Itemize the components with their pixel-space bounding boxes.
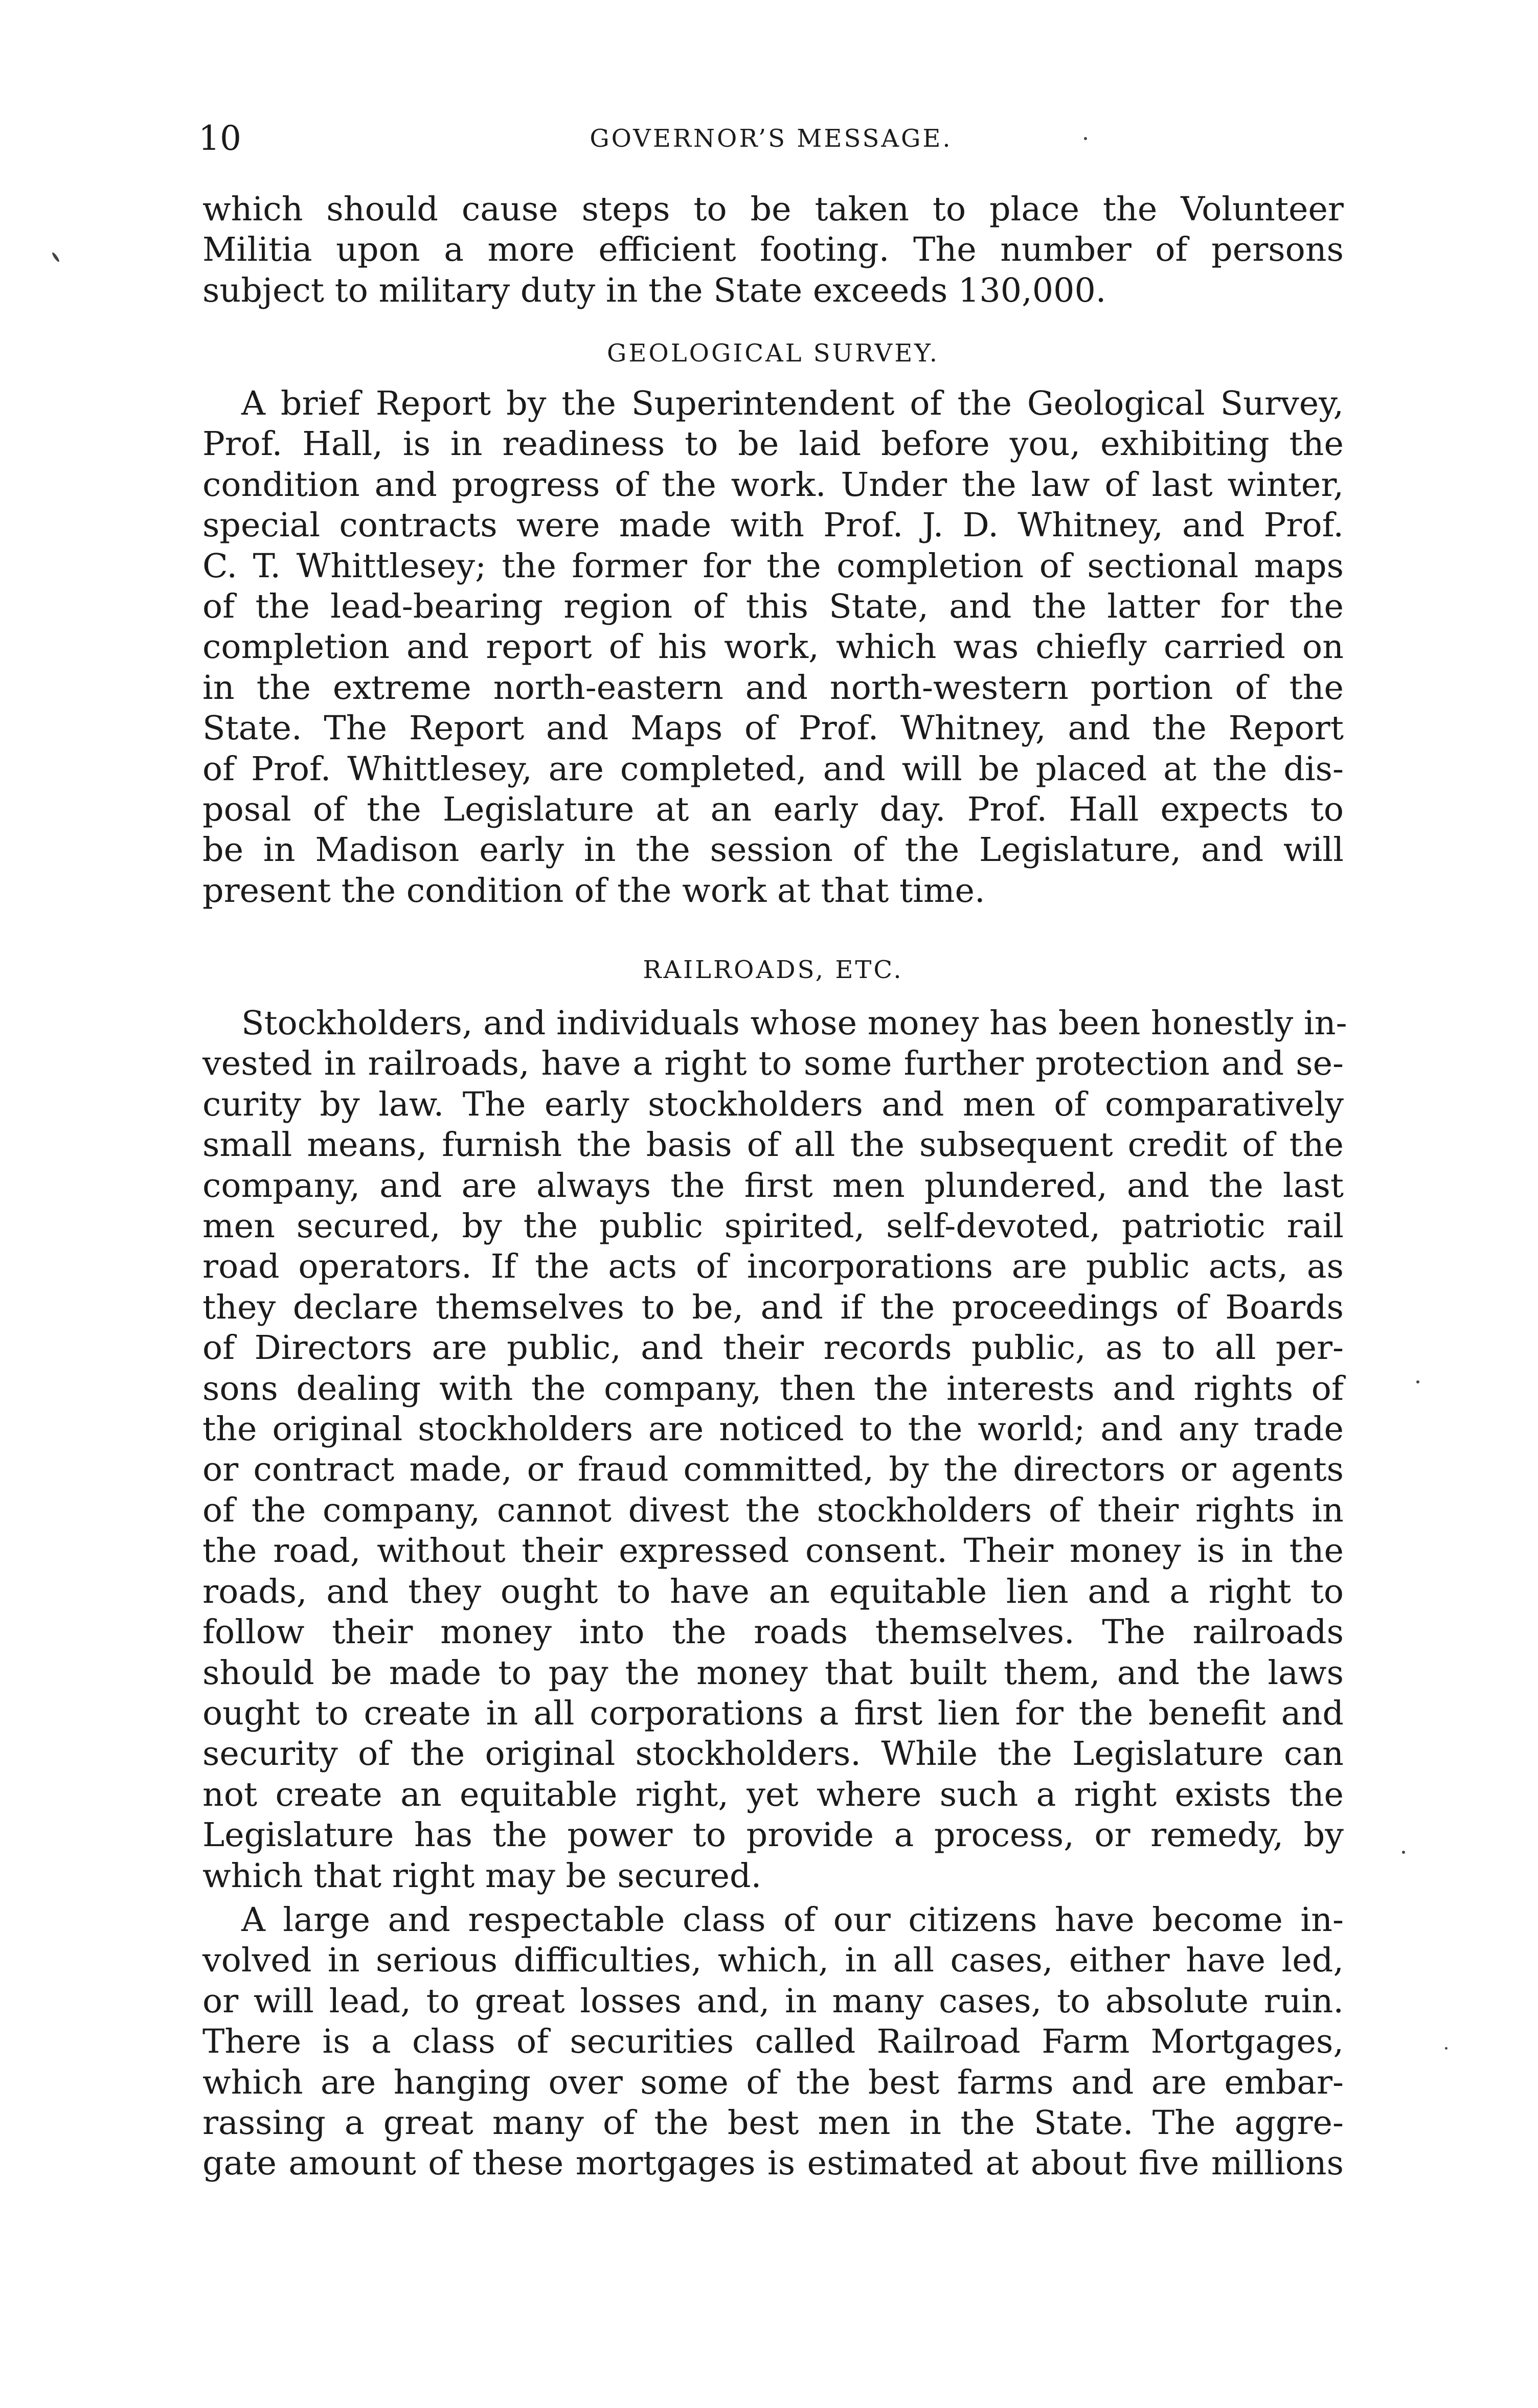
- text-line: subject to military duty in the State exceeds 130,000.: [202, 271, 1106, 310]
- text-line: men secured, by the public spirited, self-devoted, patriotic rail: [202, 1207, 1344, 1246]
- text-line: of Directors are public, and their records public, as to all per-: [202, 1329, 1344, 1368]
- section-heading-railroads: RAILROADS, ETC.: [643, 956, 903, 984]
- running-head: [198, 116, 1344, 162]
- text-line: or contract made, or fraud committed, by the directors or agents: [202, 1450, 1344, 1489]
- text-line: State. The Report and Maps of Prof. Whitney, and the Report: [202, 709, 1344, 748]
- text-line: Stockholders, and individuals whose money has been honestly in-: [241, 1004, 1347, 1042]
- text-line: condition and progress of the work. Under the law of last winter,: [202, 465, 1344, 504]
- railroads-paragraph-2: [202, 1900, 1344, 2184]
- section-heading-geological-survey: GEOLOGICAL SURVEY.: [606, 339, 939, 368]
- text-line: completion and report of his work, which was chiefly carried on: [202, 628, 1344, 667]
- text-line: company, and are always the first men plundered, and the last: [202, 1166, 1344, 1205]
- text-line: the road, without their expressed consent. Their money is in the: [202, 1532, 1344, 1571]
- scan-speck: [1416, 1380, 1419, 1383]
- page-number: 10: [198, 119, 241, 158]
- text-line: should be made to pay the money that built them, and the laws: [202, 1653, 1344, 1692]
- text-line: of the lead-bearing region of this State, and the latter for the: [202, 587, 1344, 626]
- text-line: vested in railroads, have a right to some further protection and se-: [202, 1044, 1344, 1083]
- text-line: posal of the Legislature at an early day. Prof. Hall expects to: [202, 790, 1344, 829]
- text-line: which that right may be secured.: [202, 1856, 762, 1895]
- scan-speck: [1402, 1851, 1405, 1854]
- text-line: which are hanging over some of the best farms and are embar-: [202, 2063, 1344, 2102]
- text-line: present the condition of the work at that time.: [202, 871, 985, 910]
- text-line: small means, furnish the basis of all the subsequent credit of the: [202, 1126, 1344, 1165]
- text-line: of the company, cannot divest the stockholders of their rights in: [202, 1491, 1344, 1530]
- text-line: follow their money into the roads themselves. The railroads: [202, 1613, 1344, 1652]
- text-line: roads, and they ought to have an equitable lien and a right to: [202, 1572, 1344, 1611]
- text-line: C. T. Whittlesey; the former for the completion of sectional maps: [202, 547, 1344, 585]
- text-line: A brief Report by the Superintendent of the Geological Survey,: [241, 384, 1344, 423]
- text-line: Militia upon a more efficient footing. The number of persons: [202, 231, 1344, 269]
- text-line: curity by law. The early stockholders and men of comparatively: [202, 1085, 1344, 1124]
- text-line: which should cause steps to be taken to place the Volunteer: [202, 190, 1344, 229]
- text-line: rassing a great many of the best men in the State. The aggre-: [202, 2104, 1344, 2143]
- text-line: Prof. Hall, is in readiness to be laid before you, exhibiting the: [202, 425, 1344, 464]
- text-line: volved in serious difficulties, which, in all cases, either have led,: [202, 1941, 1344, 1980]
- text-line: they declare themselves to be, and if the proceedings of Boards: [202, 1288, 1344, 1327]
- text-line: be in Madison early in the session of the Legislature, and will: [202, 831, 1344, 870]
- scan-speck: [1084, 137, 1087, 140]
- text-line: in the extreme north-eastern and north-western portion of the: [202, 668, 1344, 707]
- railroads-paragraph-1: [202, 1003, 1347, 1896]
- text-line: of Prof. Whittlesey, are completed, and will be placed at the dis-: [202, 749, 1344, 788]
- text-line: ought to create in all corporations a first lien for the benefit and: [202, 1694, 1344, 1733]
- text-line: Legislature has the power to provide a process, or remedy, by: [202, 1816, 1344, 1855]
- text-line: security of the original stockholders. While the Legislature can: [202, 1735, 1344, 1774]
- text-line: or will lead, to great losses and, in many cases, to absolute ruin.: [202, 1982, 1344, 2020]
- scan-speck: [51, 252, 60, 262]
- text-line: A large and respectable class of our citizens have become in-: [241, 1901, 1344, 1939]
- running-title: GOVERNOR’S MESSAGE.: [590, 124, 953, 153]
- text-line: gate amount of these mortgages is estimated at about five millions: [202, 2144, 1344, 2183]
- scan-speck: [1445, 2047, 1447, 2050]
- geological-survey-paragraph: [202, 383, 1344, 911]
- text-line: There is a class of securities called Railroad Farm Mortgages,: [202, 2023, 1344, 2061]
- text-line: the original stockholders are noticed to the world; and any trade: [202, 1410, 1344, 1449]
- text-line: not create an equitable right, yet where such a right exists the: [202, 1775, 1344, 1814]
- text-line: special contracts were made with Prof. J. D. Whitney, and Prof.: [202, 506, 1344, 545]
- continuation-paragraph: [202, 189, 1344, 311]
- text-line: sons dealing with the company, then the interests and rights of: [202, 1369, 1344, 1408]
- text-line: road operators. If the acts of incorporations are public acts, as: [202, 1247, 1344, 1286]
